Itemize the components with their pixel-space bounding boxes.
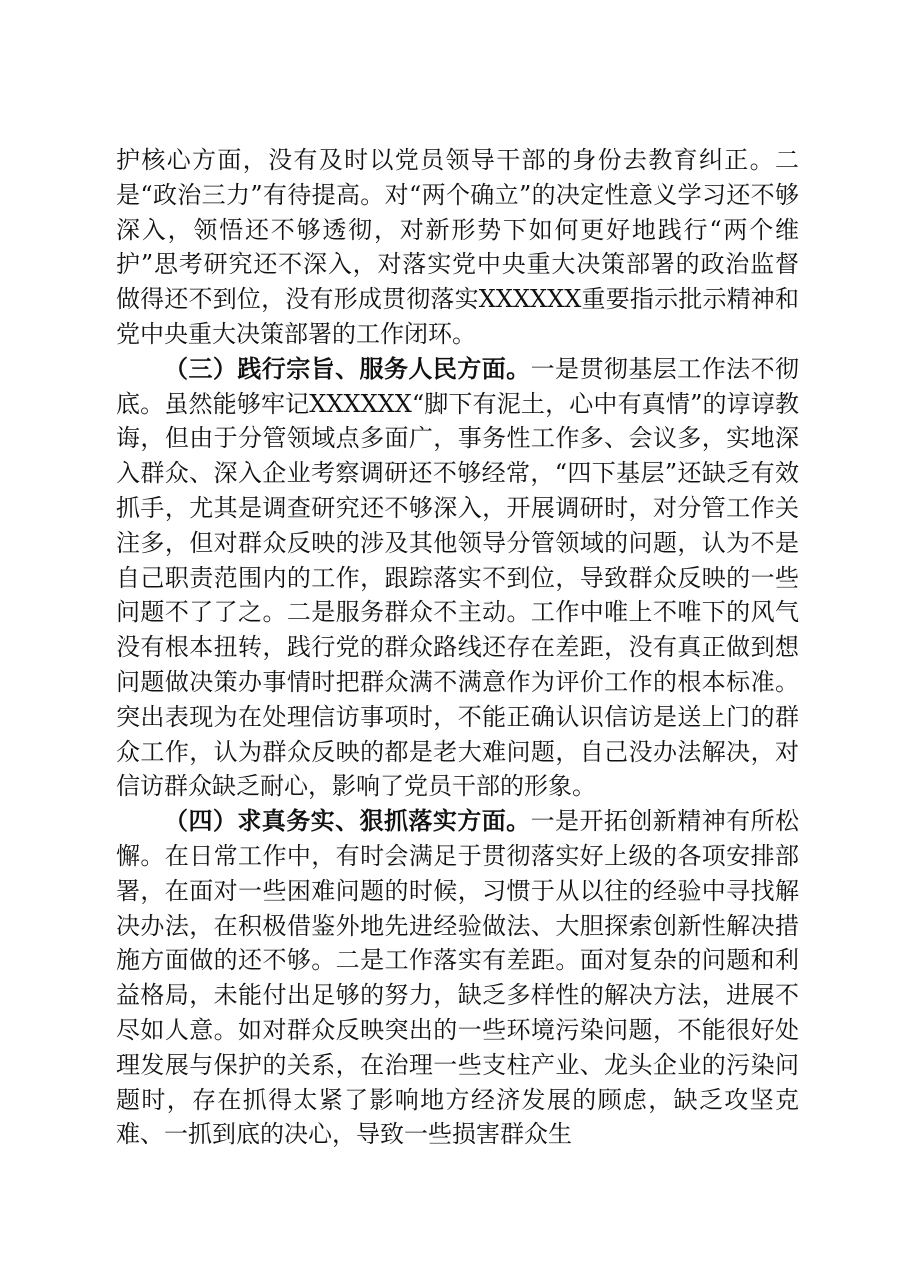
section-three-heading: （三）践行宗旨、服务人民方面。 — [164, 353, 531, 383]
section-four-heading: （四）求真务实、狠抓落实方面。 — [164, 806, 531, 836]
paragraph-section-four — [116, 804, 799, 1152]
paragraph-text: 一是贯彻基层工作法不彻底。虽然能够牢记XXXXXX“脚下有泥土，心中有真情”的谆谆教诲，但由于分管领域点多面广，事务性工作多、会议多，实地深入群众、深入企业考察调研还不够经常，“四下基层”还缺乏有效抓手，尤其是调查研究还不够深入，开展调研时，对分管工作关注多，但对群众反映的涉及其他领导分管领域的问题，认为不是自己职责范围内的工作，跟踪落实不到位，导致群众反映的一些问题不了了之。二是服务群众不主动。工作中唯上不唯下的风气没有根本扭转，践行党的群众路线还存在差距，没有真正做到想问题做决策办事情时把群众满不满意作为评价工作的根本标准。突出表现为在处理信访事项时，不能正确认识信访是送上门的群众工作，认为群众反映的都是老大难问题，自己没办法解决，对信访群众缺乏耐心，影响了党员干部的形象。 — [116, 354, 800, 801]
paragraph-text: 护核心方面，没有及时以党员领导干部的身份去教育纠正。二是“政治三力”有待提高。对“两个确立”的决定性意义学习还不够深入，领悟还不够透彻，对新形势下如何更好地践行“两个维护”思考研究还不深入，对落实党中央重大决策部署的政治监督做得还不到位，没有形成贯彻落实XXXXXX重要指示批示精神和党中央重大决策部署的工作闭环。 — [116, 146, 799, 348]
paragraph-section-three — [116, 352, 799, 804]
paragraph-text: 一是开拓创新精神有所松懈。在日常工作中，有时会满足于贯彻落实好上级的各项安排部署，在面对一些困难问题的时候，习惯于从以往的经验中寻找解决办法，在积极借鉴外地先进经验做法、大胆探索创新性解决措施方面做的还不够。二是工作落实有差距。面对复杂的问题和利益格局，未能付出足够的努力，缺乏多样性的解决方法，进展不尽如人意。如对群众反映突出的一些环境污染问题，不能很好处理发展与保护的关系，在治理一些支柱产业、龙头企业的污染问题时，存在抓得太紧了影响地方经济发展的顾虑，缺乏攻坚克难、一抓到底的决心，导致一些损害群众生 — [116, 807, 800, 1149]
document-body — [116, 143, 799, 1152]
paragraph-continuation — [116, 143, 799, 352]
